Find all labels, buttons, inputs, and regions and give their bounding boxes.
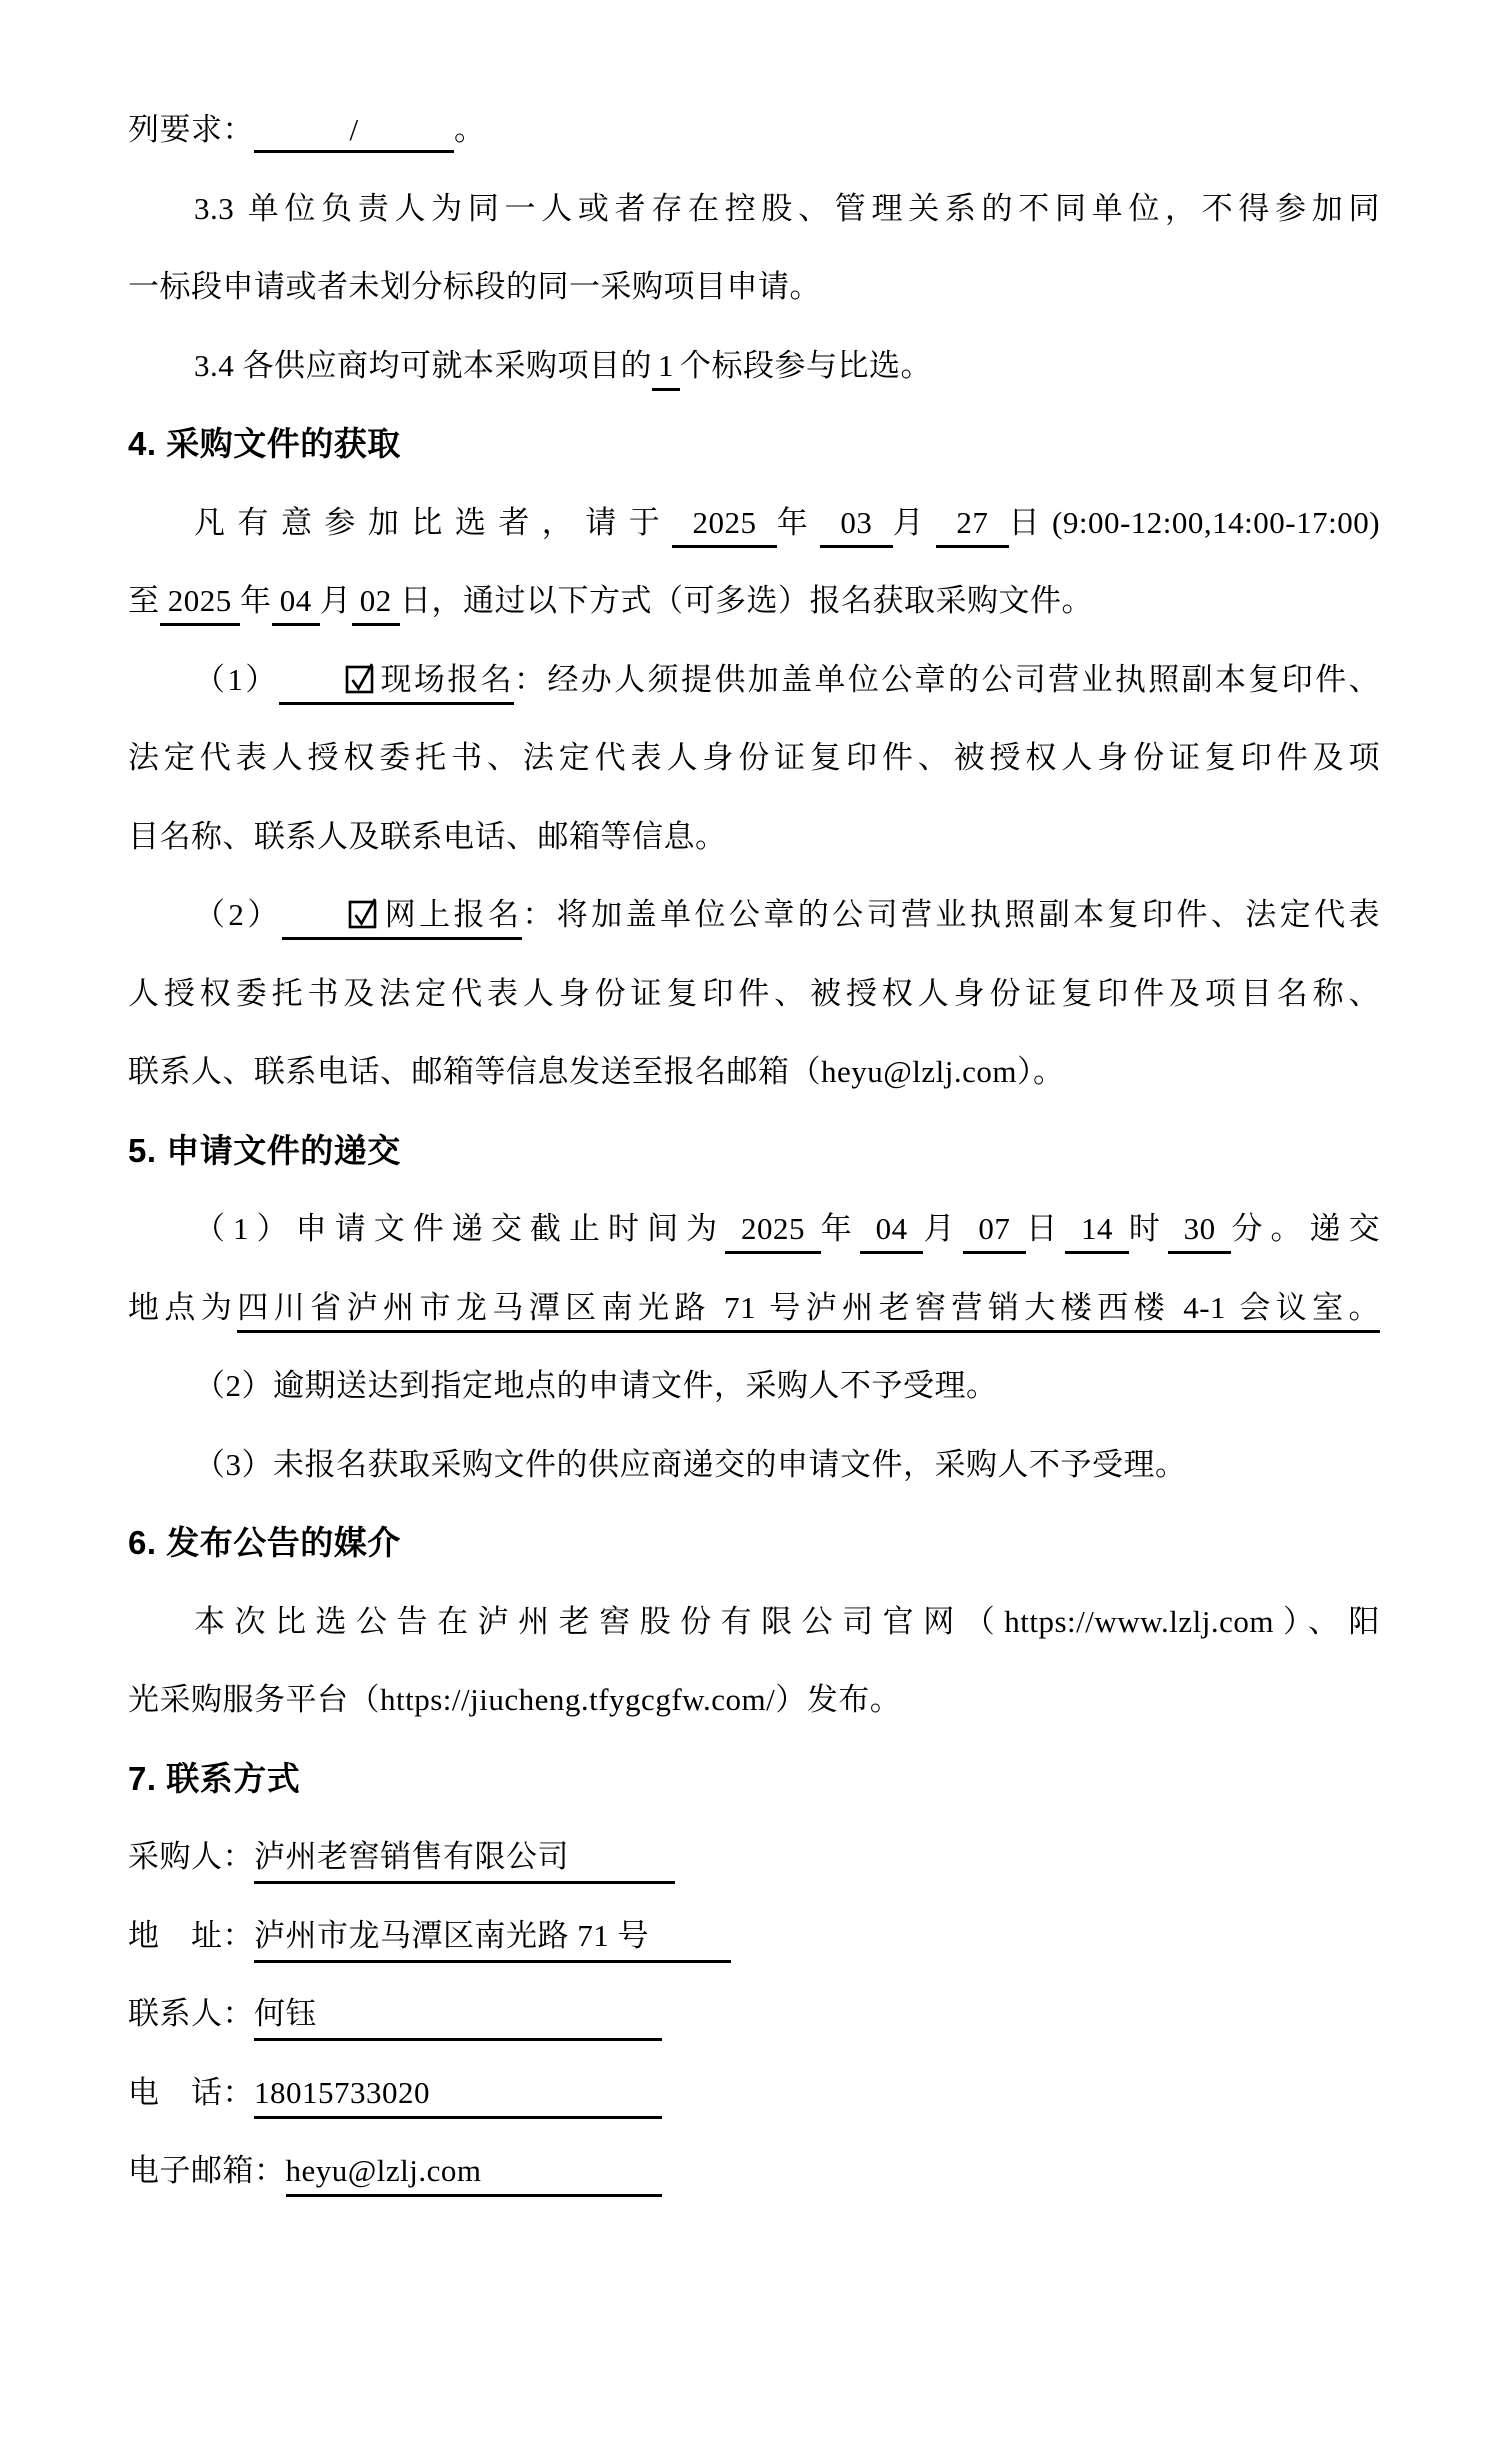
submission-address-value: 四川省泸州市龙马潭区南光路 71 号泸州老窖营销大楼西楼 4-1 会议室。 [237, 1290, 1380, 1333]
clause-3-3 [128, 170, 1380, 249]
end-year-value: 2025 [160, 583, 241, 626]
official-site-url-text[interactable]: https://www.lzlj.com [1004, 1603, 1274, 1639]
text-segment: 至 [128, 583, 160, 618]
text-segment: 3.4 各供应商均可就本采购项目的 [194, 347, 652, 383]
text-segment: ）、阳 [1273, 1603, 1381, 1639]
contact-value: 何钰 [254, 1988, 662, 2041]
text-segment: ）。 [1017, 1054, 1065, 1089]
purchaser-value: 泸州老窖销售有限公司 [254, 1831, 675, 1884]
text-segment: （1） [194, 661, 279, 697]
clause-3-4 [128, 327, 1380, 406]
section-title: 5. 申请文件的递交 [128, 1131, 401, 1169]
lot-count-value: 1 [652, 348, 680, 391]
phone-label: 电 话： [128, 2074, 254, 2110]
start-month-value: 03 [820, 505, 892, 548]
text-segment: 日 [1026, 1211, 1066, 1246]
text-segment: 月 [320, 583, 352, 618]
registration-email-text[interactable]: heyu@lzlj.com [821, 1054, 1018, 1089]
text-segment: ：将加盖单位公章的公司营业执照副本复印件、法定代表 [522, 897, 1380, 932]
start-day-value: 27 [936, 505, 1008, 548]
text-segment: （2）逾期送达到指定地点的申请文件，采购人不予受理。 [194, 1368, 998, 1403]
blank-slash-field: / [254, 112, 454, 153]
deadline-hour-value: 14 [1065, 1211, 1129, 1254]
requirement-blank-line [128, 91, 1380, 170]
contact-row [128, 1975, 1380, 2054]
checked-checkbox-icon[interactable] [279, 641, 375, 720]
end-day-value: 02 [352, 583, 401, 626]
text-segment: 本次比选公告在泸州老窖股份有限公司官网（ [194, 1603, 1005, 1639]
online-registration-cont [128, 955, 1380, 1034]
text-segment: 人授权委托书及法定代表人身份证复印件、被授权人身份证复印件及项目名称、 [128, 975, 1380, 1011]
text-segment: 个标段参与比选。 [680, 347, 932, 383]
phone-value: 18015733020 [254, 2075, 662, 2119]
text-segment: ）发布。 [775, 1682, 902, 1717]
online-registration-cont-2 [128, 1033, 1380, 1112]
text-segment: （3）未报名获取采购文件的供应商递交的申请文件，采购人不予受理。 [194, 1446, 1187, 1482]
text-segment: 联系人、联系电话、邮箱等信息发送至报名邮箱（ [128, 1054, 821, 1089]
onsite-registration-label: 现场报名 [378, 661, 515, 697]
checked-checkbox-icon[interactable] [282, 876, 378, 955]
section-5-heading [128, 1112, 1380, 1191]
text-segment: ：经办人须提供加盖单位公章的公司营业执照副本复印件、 [514, 661, 1381, 697]
registration-period-line-2 [128, 562, 1380, 641]
online-registration-label: 网上报名 [381, 897, 523, 932]
purchaser-label: 采购人： [128, 1839, 254, 1874]
text-segment: 一标段申请或者未划分标段的同一采购项目申请。 [128, 269, 821, 304]
purchaser-row [128, 1818, 1380, 1897]
onsite-registration-cont [128, 719, 1380, 798]
announcement-media-line-2 [128, 1661, 1380, 1740]
text-segment: （1）申请文件递交截止时间为 [194, 1211, 726, 1246]
text-segment: 地点为 [128, 1289, 238, 1325]
deadline-day-value: 07 [963, 1211, 1027, 1254]
clause-3-3-cont [128, 248, 1380, 327]
contact-label: 联系人： [128, 1996, 254, 2031]
deadline-minute-value: 30 [1168, 1211, 1232, 1254]
deadline-year-value: 2025 [725, 1211, 821, 1254]
section-title: 7. 联系方式 [128, 1759, 301, 1797]
email-label: 电子邮箱： [128, 2153, 286, 2188]
text-segment: 光采购服务平台（ [128, 1682, 380, 1717]
text-segment: 分。递交 [1231, 1211, 1381, 1246]
text-segment: 目名称、联系人及联系电话、邮箱等信息。 [128, 818, 727, 854]
onsite-registration-cont-2 [128, 798, 1380, 877]
announcement-media-line [128, 1583, 1380, 1662]
text-segment: 月 [923, 1211, 963, 1246]
submission-address-line [128, 1269, 1380, 1348]
address-label: 地 址： [128, 1917, 254, 1953]
address-row [128, 1897, 1380, 1976]
text-segment: 法定代表人授权委托书、法定代表人身份证复印件、被授权人身份证复印件及项 [128, 740, 1380, 775]
phone-row [128, 2054, 1380, 2133]
deadline-month-value: 04 [860, 1211, 924, 1254]
section-title: 4. 采购文件的获取 [128, 425, 401, 462]
email-row [128, 2132, 1380, 2211]
section-6-heading [128, 1504, 1380, 1583]
text-segment: 日(9:00-12:00,14:00-17:00) [1008, 504, 1381, 540]
online-registration-item [128, 876, 1380, 955]
text-segment: 年 [776, 504, 821, 540]
clause-5-2 [128, 1347, 1380, 1426]
text-segment: 月 [892, 504, 937, 540]
text-segment: 年 [820, 1211, 860, 1246]
text-segment: 时 [1128, 1211, 1168, 1246]
text-segment: 年 [240, 583, 272, 618]
section-title: 6. 发布公告的媒介 [128, 1524, 401, 1561]
text-segment: 凡有意参加比选者，请于 [194, 504, 673, 540]
procurement-platform-url-text[interactable]: https://jiucheng.tfygcgfw.com/ [380, 1682, 776, 1717]
email-value[interactable]: heyu@lzlj.com [286, 2153, 662, 2197]
text-segment: 3.3 单位负责人为同一人或者存在控股、管理关系的不同单位，不得参加同 [194, 190, 1380, 226]
text-segment: 日，通过以下方式（可多选）报名获取采购文件。 [400, 583, 1093, 618]
section-4-heading [128, 405, 1380, 484]
clause-5-3 [128, 1426, 1380, 1505]
start-year-value: 2025 [672, 505, 776, 548]
section-7-heading [128, 1740, 1380, 1819]
registration-period-line [128, 484, 1380, 563]
end-month-value: 04 [272, 583, 321, 626]
text-segment: 列要求： [128, 112, 254, 147]
deadline-line [128, 1190, 1380, 1269]
onsite-registration-item [128, 641, 1380, 720]
text-segment: （2） [194, 897, 282, 932]
address-value: 泸州市龙马潭区南光路 71 号 [254, 1910, 731, 1963]
text-segment: 。 [454, 112, 486, 147]
